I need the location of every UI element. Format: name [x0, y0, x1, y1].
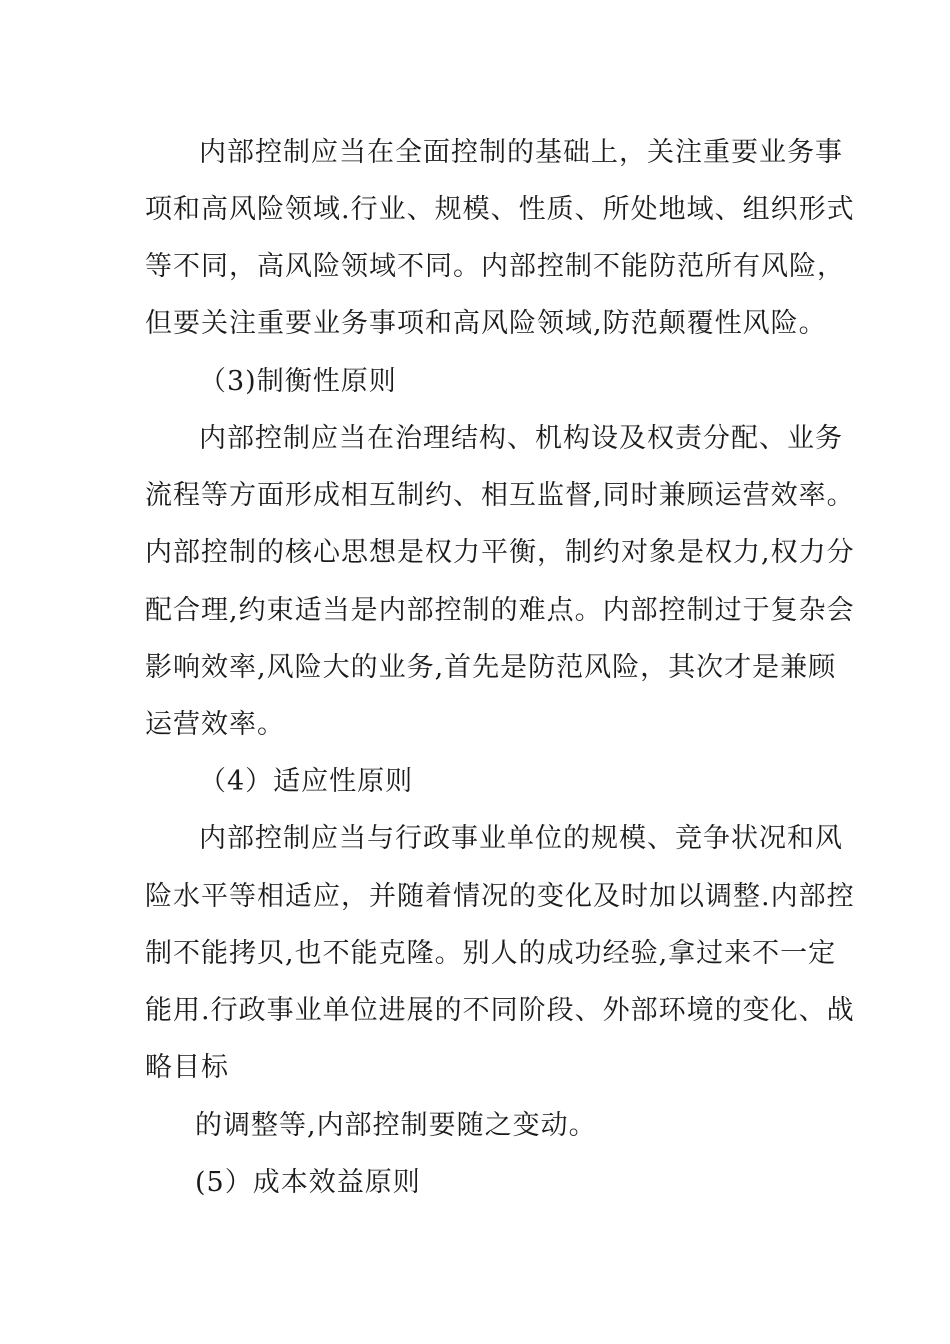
paragraph-line: 内部控制应当在治理结构、机构设及权责分配、业务: [199, 423, 843, 454]
paragraph-line: 等不同，高风险领域不同。内部控制不能防范所有风险，: [145, 251, 845, 282]
paragraph-line: 影响效率,风险大的业务,首先是防范风险，其次才是兼顾: [145, 652, 837, 683]
paragraph-line: 配合理,约束适当是内部控制的难点。内部控制过于复杂会: [145, 595, 855, 626]
paragraph-line: 制不能拷贝,也不能克隆。别人的成功经验,拿过来不一定: [145, 938, 837, 969]
paragraph-line: 内部控制的核心思想是权力平衡，制约对象是权力,权力分: [145, 537, 855, 568]
paragraph-line: 运营效率。: [145, 709, 285, 740]
section-heading: （3)制衡性原则: [199, 366, 397, 397]
paragraph-line: 内部控制应当与行政事业单位的规模、竞争状况和风: [199, 823, 843, 854]
section-heading: (5）成本效益原则: [195, 1167, 421, 1198]
paragraph-line: 的调整等,内部控制要随之变动。: [195, 1110, 597, 1141]
section-heading: （4）适应性原则: [199, 766, 414, 797]
paragraph-line: 略目标: [145, 1052, 229, 1083]
paragraph-line: 流程等方面形成相互制约、相互监督,同时兼顾运营效率。: [145, 480, 855, 511]
paragraph-line: 但要关注重要业务事项和高风险领域,防范颠覆性风险。: [145, 308, 827, 339]
paragraph-line: 险水平等相适应，并随着情况的变化及时加以调整.内部控: [145, 881, 855, 912]
paragraph-line: 能用.行政事业单位进展的不同阶段、外部环境的变化、战: [145, 995, 855, 1026]
paragraph-line: 项和高风险领域.行业、规模、性质、所处地域、组织形式: [145, 194, 855, 225]
paragraph-line: 内部控制应当在全面控制的基础上，关注重要业务事: [199, 137, 843, 168]
